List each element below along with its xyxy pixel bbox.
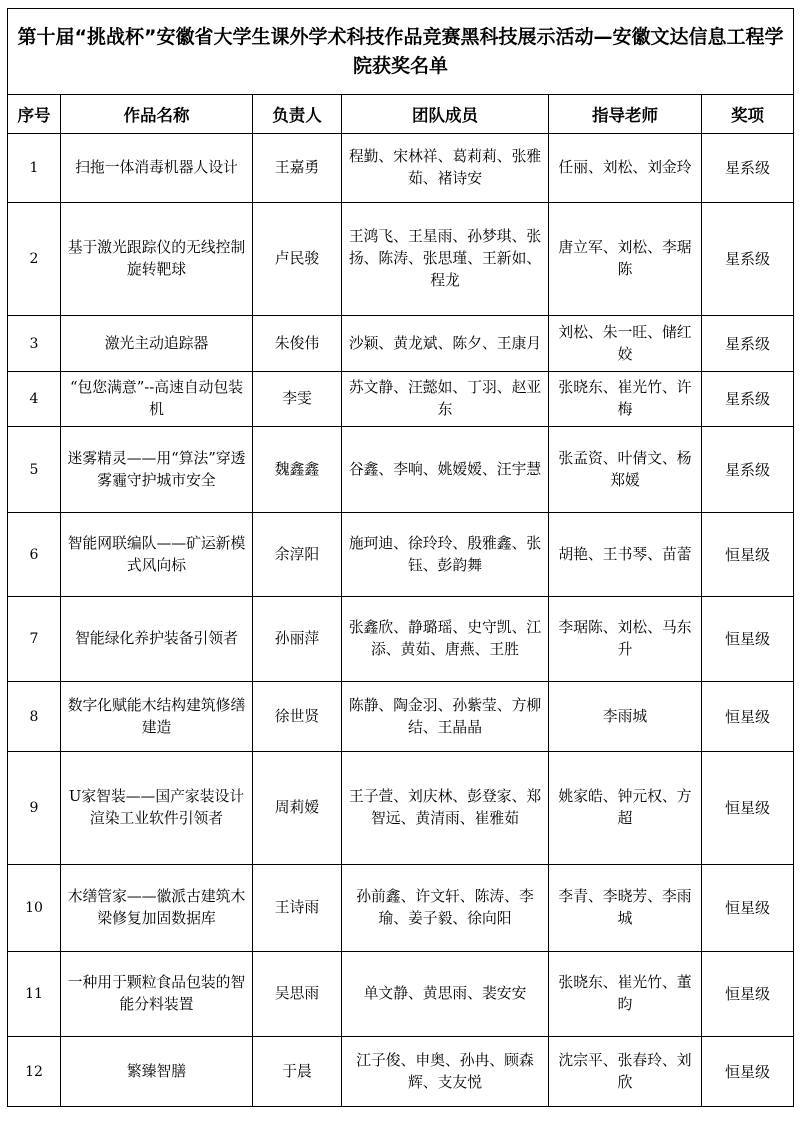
table-row [8, 203, 794, 316]
header-no: 序号 [8, 95, 61, 134]
row-number: 1 [8, 134, 61, 203]
team-members: 谷鑫、李响、姚嫒嫒、汪宇慧 [342, 427, 549, 513]
award: 恒星级 [702, 682, 794, 752]
leader: 王嘉勇 [253, 134, 342, 203]
table-row [8, 513, 794, 597]
table-row [8, 316, 794, 372]
table-row [8, 427, 794, 513]
advisor: 张晓东、崔光竹、许梅 [549, 372, 702, 427]
row-number: 6 [8, 513, 61, 597]
award: 星系级 [702, 134, 794, 203]
team-members: 陈静、陶金羽、孙紫莹、方柳结、王晶晶 [342, 682, 549, 752]
row-number: 9 [8, 752, 61, 865]
row-number: 7 [8, 597, 61, 682]
advisor: 李青、李晓芳、李雨城 [549, 865, 702, 952]
award: 星系级 [702, 203, 794, 316]
project-name: “包您满意”--高速自动包装机 [61, 372, 253, 427]
leader: 余淳阳 [253, 513, 342, 597]
header-advisor: 指导老师 [549, 95, 702, 134]
team-members: 苏文静、汪懿如、丁羽、赵亚东 [342, 372, 549, 427]
team-members: 程勤、宋林祥、葛莉莉、张雅茹、褚诗安 [342, 134, 549, 203]
leader: 周莉嫒 [253, 752, 342, 865]
header-leader: 负责人 [253, 95, 342, 134]
header-team-members: 团队成员 [342, 95, 549, 134]
award: 恒星级 [702, 752, 794, 865]
project-name: 一种用于颗粒食品包装的智能分料装置 [61, 952, 253, 1037]
award: 恒星级 [702, 597, 794, 682]
leader: 李雯 [253, 372, 342, 427]
header-project-name: 作品名称 [61, 95, 253, 134]
team-members: 张鑫欣、静璐瑶、史守凯、江添、黄茹、唐燕、王胜 [342, 597, 549, 682]
advisor: 李雨城 [549, 682, 702, 752]
award: 恒星级 [702, 952, 794, 1037]
project-name: U家智装——国产家装设计渲染工业软件引领者 [61, 752, 253, 865]
team-members: 沙颖、黄龙斌、陈夕、王康月 [342, 316, 549, 372]
project-name: 智能网联编队——矿运新模式风向标 [61, 513, 253, 597]
row-number: 10 [8, 865, 61, 952]
row-number: 3 [8, 316, 61, 372]
advisor: 刘松、朱一旺、储红姣 [549, 316, 702, 372]
team-members: 江子俊、申奥、孙冉、顾森辉、支友悦 [342, 1037, 549, 1107]
award-table [7, 8, 794, 1107]
leader: 徐世贤 [253, 682, 342, 752]
row-number: 8 [8, 682, 61, 752]
project-name: 基于激光跟踪仪的无线控制旋转靶球 [61, 203, 253, 316]
header-award: 奖项 [702, 95, 794, 134]
advisor: 姚家皓、钟元权、方超 [549, 752, 702, 865]
award: 星系级 [702, 372, 794, 427]
team-members: 单文静、黄思雨、裴安安 [342, 952, 549, 1037]
table-row [8, 752, 794, 865]
team-members: 王鸿飞、王星雨、孙梦琪、张扬、陈涛、张思瑾、王新如、程龙 [342, 203, 549, 316]
team-members: 王子萱、刘庆林、彭登家、郑智远、黄清雨、崔雅茹 [342, 752, 549, 865]
project-name: 扫拖一体消毒机器人设计 [61, 134, 253, 203]
advisor: 胡艳、王书琴、苗蕾 [549, 513, 702, 597]
table-header-row [8, 95, 794, 134]
team-members: 施珂迪、徐玲玲、殷雅鑫、张钰、彭韵舞 [342, 513, 549, 597]
project-name: 迷雾精灵——用“算法”穿透雾霾守护城市安全 [61, 427, 253, 513]
table-row [8, 952, 794, 1037]
table-row [8, 372, 794, 427]
row-number: 11 [8, 952, 61, 1037]
leader: 王诗雨 [253, 865, 342, 952]
award: 恒星级 [702, 513, 794, 597]
row-number: 2 [8, 203, 61, 316]
award: 星系级 [702, 316, 794, 372]
advisor: 唐立军、刘松、李琚陈 [549, 203, 702, 316]
table-row [8, 597, 794, 682]
leader: 卢民骏 [253, 203, 342, 316]
advisor: 任丽、刘松、刘金玲 [549, 134, 702, 203]
table-row [8, 682, 794, 752]
leader: 于晨 [253, 1037, 342, 1107]
award: 星系级 [702, 427, 794, 513]
page-title: 第十届“挑战杯”安徽省大学生课外学术科技作品竞赛黑科技展示活动—安徽文达信息工程学院获奖名单 [8, 9, 794, 95]
leader: 孙丽萍 [253, 597, 342, 682]
advisor: 张晓东、崔光竹、董昀 [549, 952, 702, 1037]
project-name: 繁臻智膳 [61, 1037, 253, 1107]
leader: 朱俊伟 [253, 316, 342, 372]
row-number: 5 [8, 427, 61, 513]
table-row [8, 134, 794, 203]
award: 恒星级 [702, 865, 794, 952]
row-number: 12 [8, 1037, 61, 1107]
leader: 吴思雨 [253, 952, 342, 1037]
leader: 魏鑫鑫 [253, 427, 342, 513]
project-name: 智能绿化养护装备引领者 [61, 597, 253, 682]
advisor: 张孟资、叶倩文、杨郑媛 [549, 427, 702, 513]
table-row [8, 865, 794, 952]
team-members: 孙前鑫、许文轩、陈涛、李瑜、姜子毅、徐向阳 [342, 865, 549, 952]
table-row [8, 1037, 794, 1107]
row-number: 4 [8, 372, 61, 427]
advisor: 沈宗平、张春玲、刘欣 [549, 1037, 702, 1107]
award: 恒星级 [702, 1037, 794, 1107]
project-name: 数字化赋能木结构建筑修缮建造 [61, 682, 253, 752]
advisor: 李琚陈、刘松、马东升 [549, 597, 702, 682]
project-name: 激光主动追踪器 [61, 316, 253, 372]
project-name: 木缮管家——徽派古建筑木梁修复加固数据库 [61, 865, 253, 952]
